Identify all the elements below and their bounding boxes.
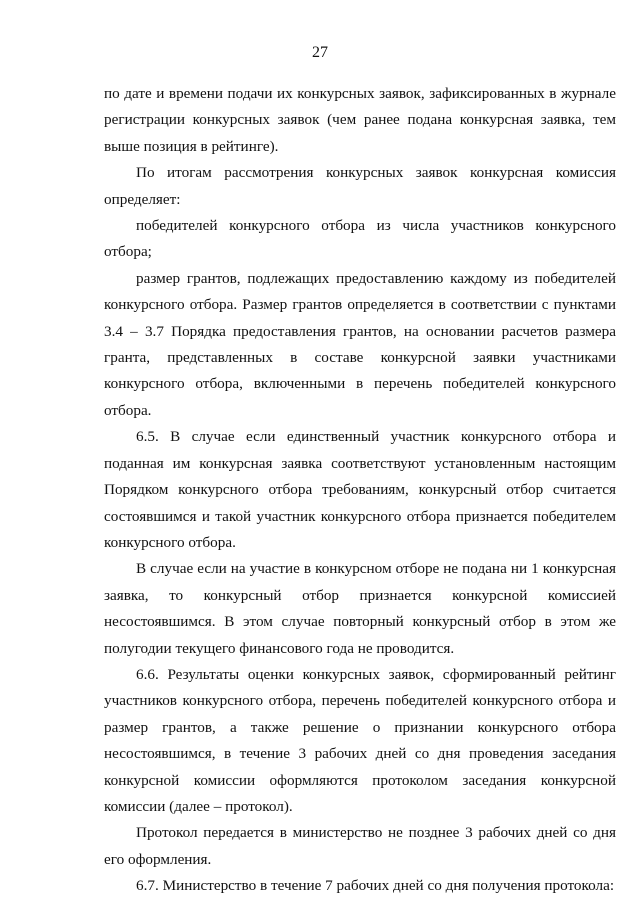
paragraph: победителей конкурсного отбора из числа участников конкурсного отбора; [104, 217, 616, 261]
page-number: 27 [312, 44, 328, 61]
paragraph: По итогам рассмотрения конкурсных заявок конкурсная комиссия определяет: [104, 164, 616, 208]
paragraph: по дате и времени подачи их конкурсных заявок, зафиксированных в журнале регистрации конкурсных заявок (чем ранее подана конкурсная заявка, тем выше позиция в рейтинге). [104, 85, 616, 155]
paragraph: 6.5. В случае если единственный участник конкурсного отбора и поданная им конкурсная заявка соответствуют установленным настоящим Порядком конкурсного отбора требованиям, конкурсный отбор считается состоявшимся и такой участник конкурсного отбора признается победителем конкурсного отбора. [104, 428, 616, 551]
paragraph: В случае если на участие в конкурсном отборе не подана ни 1 конкурсная заявка, то конкурсный отбор признается конкурсной комиссией несостоявшимся. В этом случае повторный конкурсный отбор в этом же полугодии текущего финансового года не проводится. [104, 560, 616, 657]
paragraph: 6.7. Министерство в течение 7 рабочих дней со дня получения протокола: [136, 877, 615, 895]
document-body [104, 81, 616, 900]
paragraph: Протокол передается в министерство не позднее 3 рабочих дней со дня его оформления. [104, 824, 616, 868]
paragraph: размер грантов, подлежащих предоставлению каждому из победителей конкурсного отбора. Размер грантов определяется в соответствии с пунктами 3.4 – 3.7 Порядка предоставления грантов, на основании расчетов размера гранта, представленных в составе конкурсной заявки участниками конкурсного отбора, включенными в перечень победителей конкурсного отбора. [104, 269, 616, 419]
paragraph: 6.6. Результаты оценки конкурсных заявок, сформированный рейтинг участников конкурсного отбора, перечень победителей конкурсного отбора и размер грантов, а также решение о признании конкурсного отбора несостоявшимся, в течение 3 рабочих дней со дня проведения заседания конкурсной комиссии оформляются протоколом заседания конкурсной комиссии (далее – протокол). [104, 665, 616, 815]
